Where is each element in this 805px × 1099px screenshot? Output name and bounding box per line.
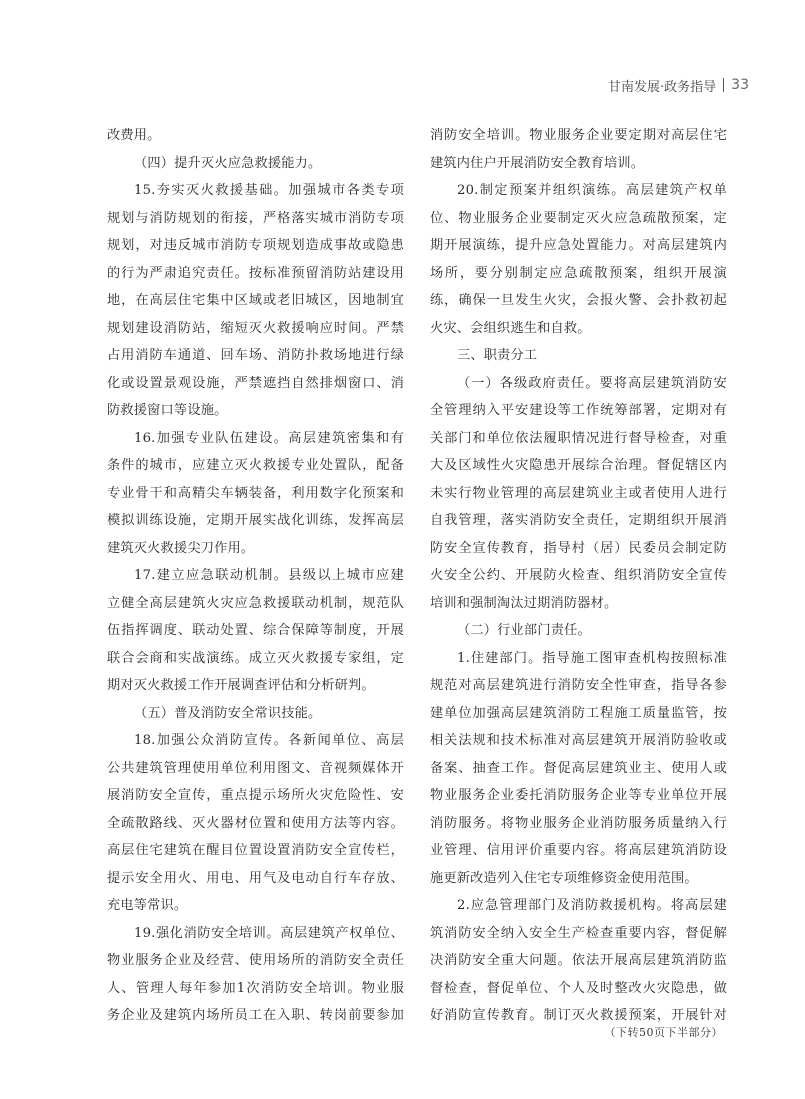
text-line: 相关法规和技术标准对高层建筑开展消防验收或 — [430, 733, 727, 748]
header-title: 甘南发展·政务指导 — [608, 79, 717, 95]
text-line: 15.夯实灭火救援基础。加强城市各类专项 — [134, 183, 404, 198]
text-line: 场所，要分别制定应急疏散预案，组织开展演 — [430, 265, 727, 281]
text-line: 1.住建部门。指导施工图审查机构按照标准 — [457, 650, 727, 666]
text-line: 全管理纳入平安建设等工作统筹部署，定期对有 — [430, 403, 727, 418]
text-line: 18.加强公众消防宣传。各新闻单位、高层 — [134, 733, 404, 748]
text-line: 规划与消防规划的衔接，严格落实城市消防专项 — [107, 210, 404, 226]
text-line: （二）行业部门责任。 — [457, 623, 591, 638]
text-line: 建单位加强高层建筑消防工程施工质量监管，按 — [430, 705, 727, 721]
left-column — [107, 122, 404, 1030]
text-line: 筑消防安全纳入安全生产检查重要内容，督促解 — [430, 925, 727, 941]
text-line: 期对灭火救援工作开展调查评估和分析研判。 — [107, 678, 375, 693]
text-line: 培训和强制淘汰过期消防器材。 — [430, 595, 618, 611]
text-line: 占用消防车通道、回车场、消防扑救场地进行绿 — [107, 348, 404, 363]
text-line: 2.应急管理部门及消防救援机构。将高层建 — [457, 898, 727, 913]
text-line: 全疏散路线、灭火器材位置和使用方法等内容。 — [107, 815, 404, 831]
text-line: 公共建筑管理使用单位利用图文、音视频媒体开 — [107, 760, 404, 776]
text-line: 化或设置景观设施，严禁遮挡自然排烟窗口、消 — [107, 375, 404, 391]
text-line: 高层住宅建筑在醒目位置设置消防安全宣传栏， — [107, 843, 404, 858]
text-line: 三、职责分工 — [457, 348, 538, 363]
text-line: 立健全高层建筑火灾应急救援联动机制，规范队 — [107, 595, 404, 611]
text-line: 自我管理，落实消防安全责任，定期组织开展消 — [430, 513, 727, 528]
text-line: 务企业及建筑内场所员工在入职、转岗前要参加 — [107, 1008, 404, 1023]
header-divider — [723, 78, 724, 92]
right-column — [430, 122, 727, 1030]
continuation-note: （下转50页下半部分） — [604, 1026, 723, 1039]
text-line: （四）提升灭火应急救援能力。 — [134, 155, 322, 171]
text-line: 建筑内住户开展消防安全教育培训。 — [430, 155, 645, 171]
text-line: 督检查，督促单位、个人及时整改火灾隐患，做 — [430, 980, 727, 996]
running-header — [608, 74, 749, 96]
text-line: 火安全公约、开展防火检查、组织消防安全宣传 — [430, 568, 727, 583]
text-line: 关部门和单位依法履职情况进行督导检查，对重 — [430, 430, 727, 446]
text-line: 练，确保一旦发生火灾，会报火警、会扑救初起 — [430, 293, 727, 308]
text-line: 17.建立应急联动机制。县级以上城市应建 — [134, 568, 404, 583]
text-line: 条件的城市，应建立灭火救援专业处置队，配备 — [107, 458, 404, 473]
text-line: 备案、抽查工作。督促高层建筑业主、使用人或 — [430, 760, 727, 776]
text-line: 物业服务企业委托消防服务企业等专业单位开展 — [430, 788, 727, 803]
text-line: 地，在高层住宅集中区域或老旧城区，因地制宜 — [107, 293, 404, 308]
text-line: 规划，对违反城市消防专项规划造成事故或隐患 — [107, 238, 404, 253]
text-line: 展消防安全宣传，重点提示场所火灾危险性、安 — [107, 788, 404, 803]
text-line: 未实行物业管理的高层建筑业主或者使用人进行 — [430, 485, 727, 501]
text-line: 防救援窗口等设施。 — [107, 403, 228, 418]
text-line: 物业服务企业及经营、使用场所的消防安全责任 — [107, 953, 404, 968]
text-line: 模拟训练设施，定期开展实战化训练，发挥高层 — [107, 513, 404, 528]
text-line: 好消防宣传教育。制订灭火救援预案，开展针对 — [430, 1008, 727, 1023]
text-line: 规范对高层建筑进行消防安全性审查，指导各参 — [430, 678, 727, 693]
text-line: （五）普及消防安全常识技能。 — [134, 705, 322, 721]
text-line: 施更新改造列入住宅专项维修资金使用范围。 — [430, 870, 698, 886]
text-line: 专业骨干和高精尖车辆装备，利用数字化预案和 — [107, 485, 404, 501]
text-line: 提示安全用火、用电、用气及电动自行车存放、 — [107, 870, 404, 886]
text-line: 改费用。 — [107, 128, 161, 143]
text-line: 防安全宣传教育，指导村（居）民委员会制定防 — [430, 540, 727, 556]
text-line: （一）各级政府责任。要将高层建筑消防安 — [457, 375, 727, 391]
text-line: 充电等常识。 — [107, 898, 188, 913]
text-line: 人、管理人每年参加1次消防安全培训。物业服 — [107, 980, 404, 996]
text-line: 大及区域性火灾隐患开展综合治理。督促辖区内 — [430, 458, 727, 473]
text-line: 消防服务。将物业服务企业消防服务质量纳入行 — [430, 815, 727, 831]
text-line: 的行为严肃追究责任。按标准预留消防站建设用 — [107, 265, 404, 281]
text-line: 位、物业服务企业要制定灭火应急疏散预案，定 — [430, 210, 727, 226]
text-line: 16.加强专业队伍建设。高层建筑密集和有 — [134, 430, 404, 446]
text-line: 业管理、信用评价重要内容。将高层建筑消防设 — [430, 843, 727, 858]
text-line: 规划建设消防站，缩短灭火救援响应时间。严禁 — [107, 320, 404, 336]
text-line: 20.制定预案并组织演练。高层建筑产权单 — [457, 183, 727, 198]
text-line: 联合会商和实战演练。成立灭火救援专家组，定 — [107, 650, 404, 666]
text-line: 伍指挥调度、联动处置、综合保障等制度，开展 — [107, 623, 404, 638]
text-line: 消防安全培训。物业服务企业要定期对高层住宅 — [430, 128, 727, 143]
text-line: 19.强化消防安全培训。高层建筑产权单位、 — [134, 925, 404, 941]
text-line: 火灾、会组织逃生和自救。 — [430, 320, 591, 336]
text-line: 期开展演练，提升应急处置能力。对高层建筑内 — [430, 238, 727, 253]
text-line: 建筑灭火救援尖刀作用。 — [107, 540, 255, 556]
text-line: 决消防安全重大问题。依法开展高层建筑消防监 — [430, 953, 727, 968]
page-number: 33 — [731, 77, 749, 93]
